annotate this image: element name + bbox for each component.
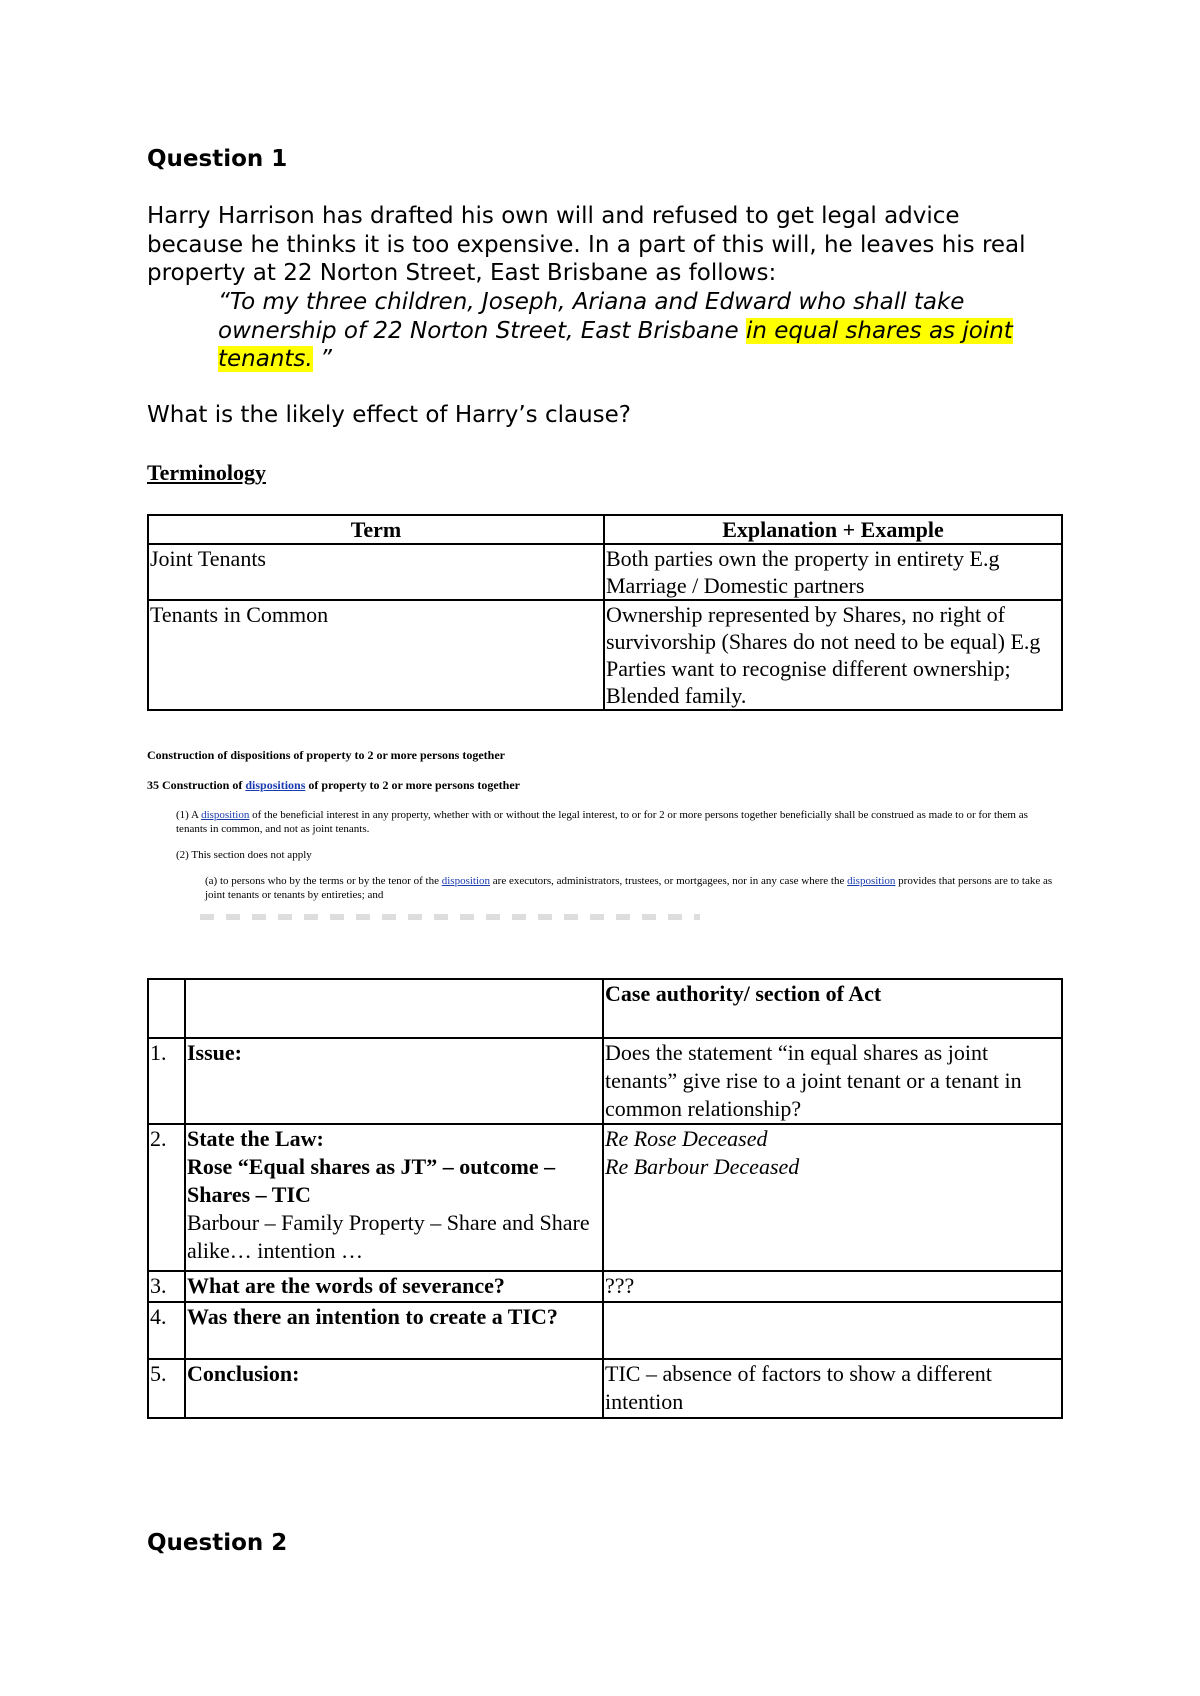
table-row xyxy=(148,1124,1062,1271)
statute-section-heading xyxy=(147,778,520,793)
disposition-link[interactable]: disposition xyxy=(201,809,250,821)
column-header-explanation: Explanation + Example xyxy=(604,515,1062,544)
step-cell: Conclusion: xyxy=(185,1359,603,1418)
row-number: 2. xyxy=(148,1124,185,1271)
authority-cell xyxy=(603,1302,1062,1359)
table-row xyxy=(148,1038,1062,1124)
analysis-table xyxy=(147,978,1063,1419)
terminology-heading: Terminology xyxy=(147,460,266,485)
barbour-summary: Barbour – Family Property – Share and Share alike… intention … xyxy=(187,1210,590,1263)
question-1-heading: Question 1 xyxy=(147,146,288,172)
subsection-1-text: of the beneficial interest in any property, whether with or without the legal interest, to or for 2 or more persons together beneficially shall be construed as made to or for them as tenants in common, and not as joint tenants. xyxy=(176,809,1028,835)
table-row xyxy=(148,600,1062,710)
highlighted-phrase: in equal shares as joint tenants. xyxy=(218,317,1013,372)
term-cell: Tenants in Common xyxy=(148,600,604,710)
term-cell: Joint Tenants xyxy=(148,544,604,600)
quote-text: “To my three children, Joseph, Ariana and Edward who shall take ownership of 22 Norton Street, East Brisbane xyxy=(218,289,965,344)
question-1-prompt: What is the likely effect of Harry’s clause? xyxy=(147,402,631,428)
rose-summary: Rose “Equal shares as JT” – outcome – Shares – TIC xyxy=(187,1154,556,1207)
cut-off-text-line xyxy=(200,914,700,920)
step-title: State the Law: xyxy=(187,1126,324,1151)
table-row xyxy=(148,544,1062,600)
row-number: 1. xyxy=(148,1038,185,1124)
terminology-table xyxy=(147,514,1063,711)
statute-subsection-2: (2) This section does not apply xyxy=(176,849,312,861)
table-row xyxy=(148,1271,1062,1302)
dispositions-link[interactable]: dispositions xyxy=(245,778,306,792)
disposition-link[interactable]: disposition xyxy=(441,875,491,887)
statute-subsection-1 xyxy=(176,808,1056,836)
authority-cell: TIC – absence of factors to show a different intention xyxy=(603,1359,1062,1418)
paragraph-a-prefix: (a) to persons who by the terms or by the tenor of the xyxy=(205,875,442,887)
will-clause-quote xyxy=(218,288,1018,374)
explanation-cell: Both parties own the property in entirety E.g Marriage / Domestic partners xyxy=(604,544,1062,600)
step-cell: Was there an intention to create a TIC? xyxy=(185,1302,603,1359)
case-re-rose: Re Rose Deceased xyxy=(605,1126,768,1151)
subsection-1-prefix: (1) A xyxy=(176,809,202,821)
empty-header-cell xyxy=(185,979,603,1038)
disposition-link[interactable]: disposition xyxy=(847,875,896,887)
statute-title: Construction of dispositions of property to 2 or more persons together xyxy=(147,748,505,762)
section-suffix: of property to 2 or more persons together xyxy=(305,778,520,792)
row-number: 4. xyxy=(148,1302,185,1359)
row-number: 5. xyxy=(148,1359,185,1418)
authority-cell: Does the statement “in equal shares as joint tenants” give rise to a joint tenant or a tenant in common relationship? xyxy=(603,1038,1062,1124)
step-cell: Issue: xyxy=(185,1038,603,1124)
authority-cell xyxy=(603,1124,1062,1271)
explanation-cell: Ownership represented by Shares, no right of survivorship (Shares do not need to be equal) E.g Parties want to recognise different ownership; Blended family. xyxy=(604,600,1062,710)
table-row xyxy=(148,1302,1062,1359)
case-re-barbour: Re Barbour Deceased xyxy=(605,1154,800,1179)
paragraph-a-middle: are executors, administrators, trustees, or mortgagees, nor in any case where the xyxy=(490,875,848,887)
step-cell: What are the words of severance? xyxy=(185,1271,603,1302)
table-header-row xyxy=(148,515,1062,544)
quote-close: ” xyxy=(312,346,332,372)
statute-paragraph-a xyxy=(205,874,1055,902)
authority-cell: ??? xyxy=(603,1271,1062,1302)
row-number: 3. xyxy=(148,1271,185,1302)
empty-header-cell xyxy=(148,979,185,1038)
question-2-heading: Question 2 xyxy=(147,1530,288,1556)
paragraph-a-suffix: provides that persons are to take as joint tenants or tenants by entireties; and xyxy=(205,875,1053,901)
table-header-row xyxy=(148,979,1062,1038)
table-row xyxy=(148,1359,1062,1418)
case-authority-header: Case authority/ section of Act xyxy=(603,979,1062,1038)
step-cell xyxy=(185,1124,603,1271)
question-1-paragraph: Harry Harrison has drafted his own will and refused to get legal advice because he thinks it is too expensive. In a part of this will, he leaves his real property at 22 Norton Street, East Brisbane as follows: xyxy=(147,203,1026,286)
column-header-term: Term xyxy=(148,515,604,544)
section-prefix: 35 Construction of xyxy=(147,778,246,792)
